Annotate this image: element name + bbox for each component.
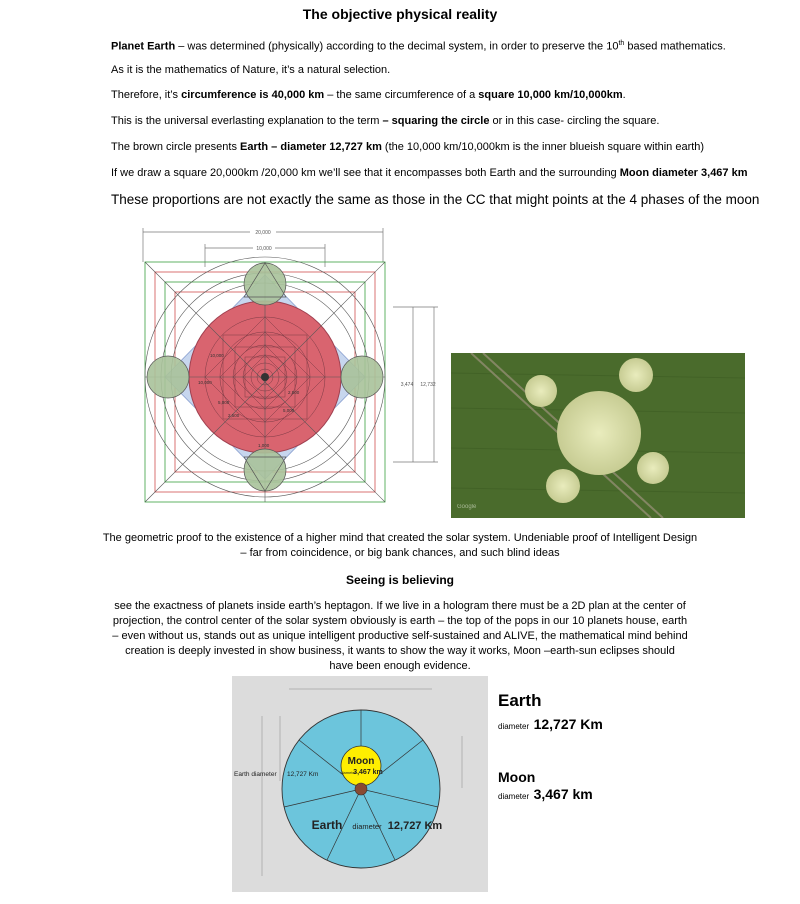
earth-moon-diagram [232,676,488,892]
legend-earth-small: diameter [498,722,530,731]
inner-label-6: 2,500 [288,390,300,395]
caption-intelligent-design: The geometric proof to the existence of a higher mind that created the solar system. Undeniable proof of Intelligent Design – far from coincidence, or big bank chances, and such blind ideas [102,532,698,559]
photo-watermark: Google [457,504,477,510]
earth-label: Earth [311,818,343,832]
center-dot [261,373,269,381]
legend-moon-row [498,786,593,804]
geometric-diagram [138,222,454,512]
p1-sup: th [618,40,625,47]
inner-label-4: 5,000 [283,408,295,413]
p6-start: If we draw a square 20,000km /20,000 km we’ll see that it encompasses both Earth and the surrounding [111,167,620,179]
legend-earth-title: Earth [498,691,542,710]
inner-label-7: 1,000 [258,443,270,448]
p1-text: – was determined (physically) according to the decimal system, in order to preserve the 10 [175,40,619,53]
subhead-seeing-is-believing: Seeing is believing [345,573,455,587]
center-small-circle [355,783,367,795]
paragraph-circumference [111,88,626,102]
inner-label-3: 5,000 [218,400,230,405]
p3-bold2: square 10,000 km/10,000km [478,89,623,101]
moon-value: 3,467 km [353,769,383,776]
p5-end: (the 10,000 km/10,000km is the inner blueish square within earth) [381,141,705,153]
legend-moon-title: Moon [498,769,536,785]
inner-label-5: 2,500 [228,413,240,418]
p3-start: Therefore, it’s [111,89,182,101]
p6-bold: Moon diameter 3,467 km [619,167,748,179]
planet-earth-bold: Planet Earth [111,40,176,53]
left-earth-value: 12,727 Km [287,771,319,778]
paragraph-proportions: These proportions are not exactly the same as those in the CC that might points at the 4 phases of the moon [111,192,760,207]
paragraph-mathematics: As it is the mathematics of Nature, it’s a natural selection. [111,64,391,76]
p4-start: This is the universal everlasting explanation to the term [111,115,383,127]
dim-inner-label: 10,000 [256,246,272,252]
legend-moon-value: 3,467 km [533,786,593,802]
earth-diameter-small: diameter [352,822,382,831]
p3-end: . [622,89,626,101]
inner-label-2: 10,000 [198,380,212,385]
caption-heptagon: see the exactness of planets inside earth’s heptagon. If we live in a hologram there must be a 2D plan at the center of projection, the control center of the solar system obviously is earth – the top of the pops in our 10 planets house, earth – even without us, stands out as unique intelligent productive self-sustained and ALIVE, the mathematical mind behind creation is deeply invested in show business, it wants to show the way it works, Moon –earth-sun eclipses should have been enough evidence. [112,600,688,672]
dim-outer-label: 20,000 [255,230,271,236]
moon-label: Moon [347,756,375,767]
inner-label-1: 10,000 [210,353,224,358]
p1-end: based mathematics. [624,40,726,53]
left-earth-label: Earth diameter [234,771,277,778]
p3-mid: – the same circumference of a [324,89,479,101]
legend-moon-small: diameter [498,792,530,801]
legend-earth-row [498,716,603,734]
crop-circle-photo [451,353,745,518]
p4-bold: – squaring the circle [382,115,490,127]
legend-earth-value: 12,727 Km [533,716,603,732]
paragraph-square-20000 [111,166,748,180]
p5-start: The brown circle presents [111,141,240,153]
paragraph-planet-earth [111,37,726,54]
paragraph-brown-circle [111,140,704,154]
moon-diameter-small: diameter [340,770,356,775]
p3-bold1: circumference is 40,000 km [181,89,325,101]
dim-moon-label: 3,474 [400,382,414,388]
dim-earth-label: 12,732 [420,382,436,388]
earth-value: 12,727 Km [387,820,443,832]
p4-end: or in this case- circling the square. [489,115,660,127]
page-title: The objective physical reality [302,6,498,22]
paragraph-squaring [111,114,659,128]
p5-bold: Earth – diameter 12,727 km [240,141,382,153]
